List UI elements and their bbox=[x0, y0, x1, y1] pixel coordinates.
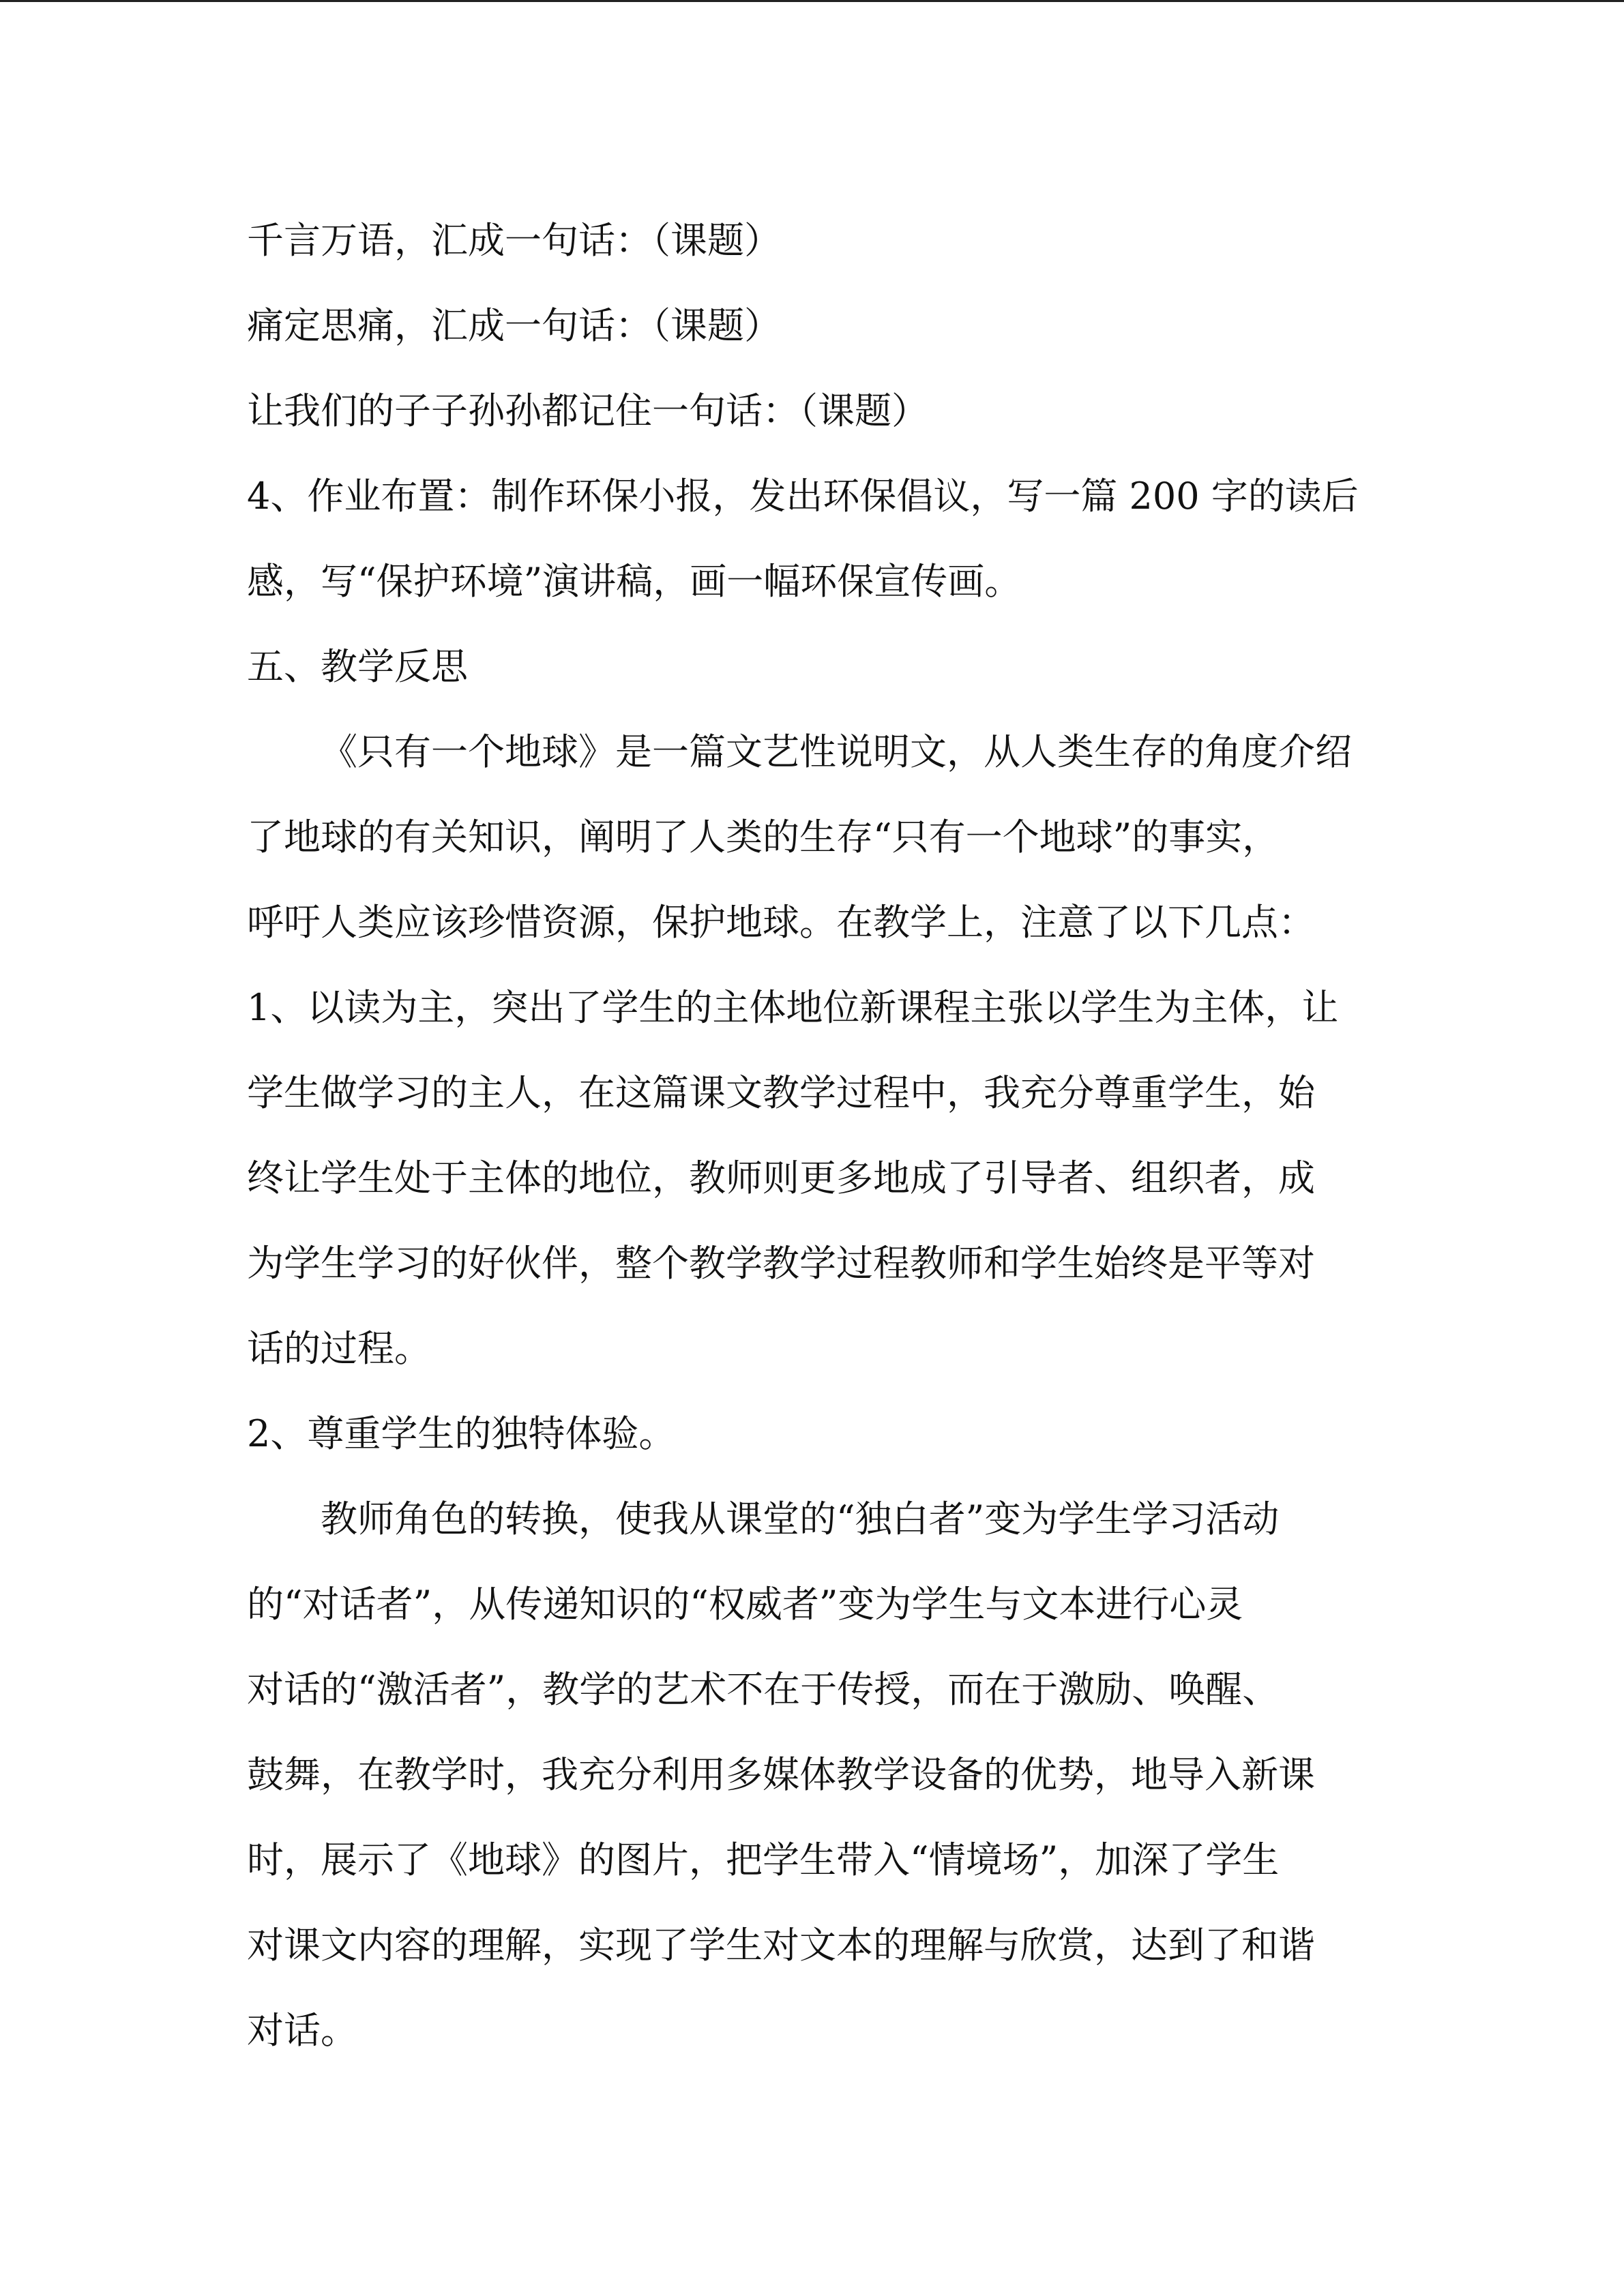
text-line: 2、尊重学生的独特体验。 bbox=[247, 1412, 676, 1455]
text-line: 呼吁人类应该珍惜资源，保护地球。在教学上，注意了以下几点： bbox=[247, 901, 1315, 944]
text-line: 为学生学习的好伙伴，整个教学教学过程教师和学生始终是平等对 bbox=[247, 1242, 1315, 1285]
section-heading: 五、教学反思 bbox=[247, 645, 468, 688]
text-line: 对话。 bbox=[247, 2009, 357, 2052]
text-line: 了地球的有关知识，阐明了人类的生存“只有一个地球”的事实， bbox=[247, 816, 1280, 859]
page-top-border bbox=[0, 0, 1624, 2]
text-line: 4、作业布置：制作环保小报，发出环保倡议，写一篇 200 字的读后 bbox=[247, 475, 1359, 518]
paragraph-first-line: 《只有一个地球》是一篇文艺性说明文，从人类生存的角度介绍 bbox=[321, 730, 1352, 773]
text-line: 让我们的子子孙孙都记住一句话：（课题） bbox=[247, 389, 928, 432]
text-line: 千言万语，汇成一句话：（课题） bbox=[247, 219, 781, 262]
text-line: 学生做学习的主人，在这篇课文教学过程中，我充分尊重学生，始 bbox=[247, 1071, 1315, 1114]
paragraph-first-line: 教师角色的转换，使我从课堂的“独白者”变为学生学习活动 bbox=[321, 1497, 1280, 1540]
text-line: 终让学生处于主体的地位，教师则更多地成了引导者、组织者，成 bbox=[247, 1157, 1315, 1199]
text-line: 感，写“保护环境”演讲稿，画一幅环保宣传画。 bbox=[247, 560, 1022, 603]
text-line: 对话的“激活者”，教学的艺术不在于传授，而在于激励、唤醒、 bbox=[247, 1668, 1280, 1711]
text-line: 痛定思痛，汇成一句话：（课题） bbox=[247, 304, 781, 347]
document-page bbox=[247, 198, 1379, 2073]
text-line: 时，展示了《地球》的图片，把学生带入“情境场”，加深了学生 bbox=[247, 1838, 1280, 1881]
text-line: 的“对话者”，从传递知识的“权威者”变为学生与文本进行心灵 bbox=[247, 1583, 1243, 1626]
text-line: 鼓舞，在教学时，我充分利用多媒体教学设备的优势，地导入新课 bbox=[247, 1753, 1315, 1796]
text-line: 话的过程。 bbox=[247, 1327, 431, 1370]
text-line: 1、以读为主，突出了学生的主体地位新课程主张以学生为主体，让 bbox=[247, 986, 1339, 1029]
text-line: 对课文内容的理解，实现了学生对文本的理解与欣赏，达到了和谐 bbox=[247, 1924, 1315, 1967]
